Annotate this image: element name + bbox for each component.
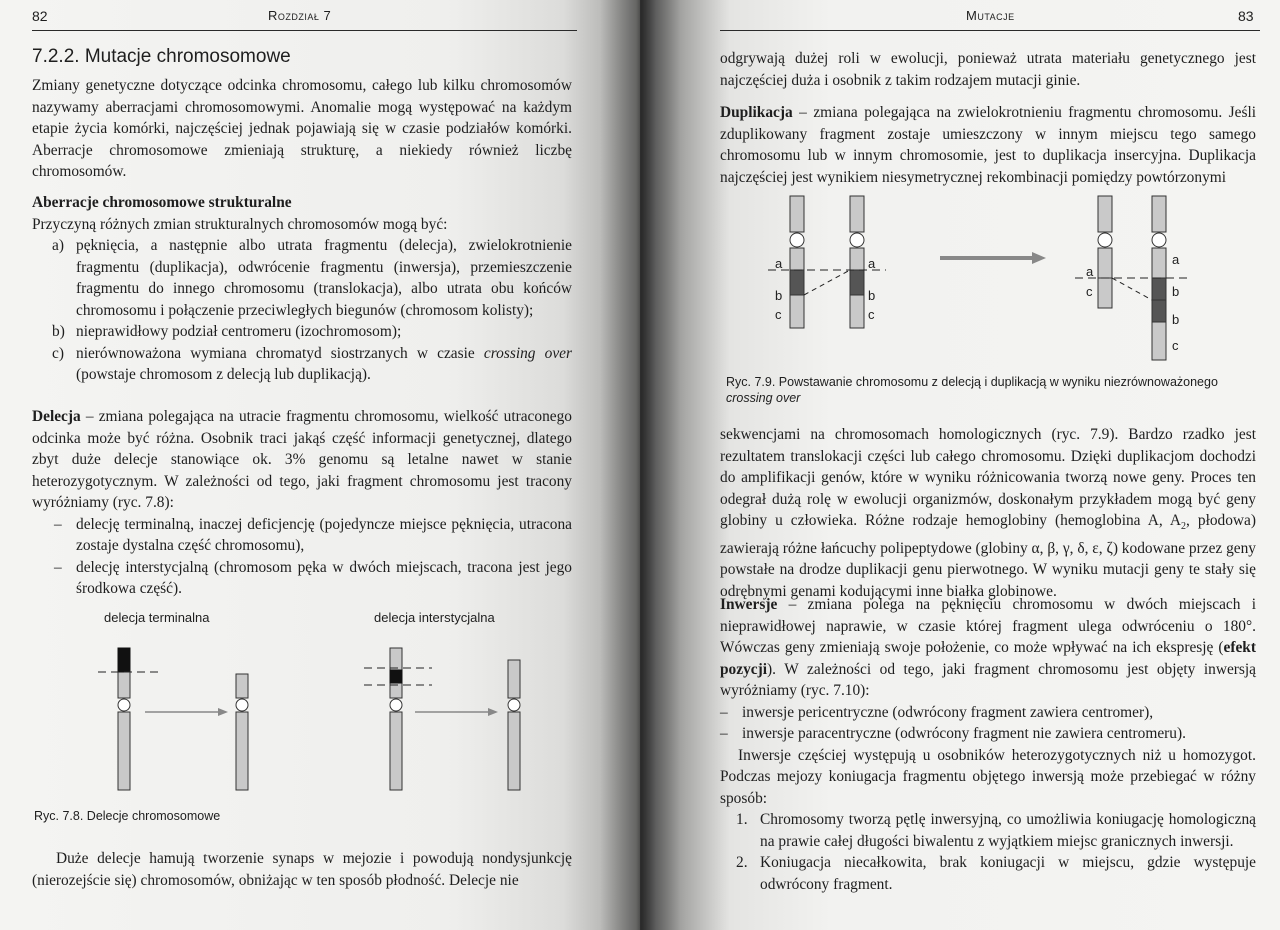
section-title: 7.2.2. Mutacje chromosomowe [32,46,291,67]
arrow-interstitial [415,708,498,716]
header-rule-right [720,30,1260,31]
figure-7-9-caption: Ryc. 7.9. Powstawanie chromosomu z delecją i duplikacją w wyniku niezrównoważonego crossing over [726,375,1218,405]
duplication-term: Duplikacja [720,104,793,121]
page-number-right: 83 [1238,8,1254,24]
cause-item: a) pęknięcia, a następnie albo utrata fragmentu (delecja), zwielokrotnienie fragmentu (duplikacja), odwrócenie fragmentu (inwersja), przemieszczenie fragmentu do innego chromosomu (translokacja), albo utrata obu końców chromosomu i połączenie przeciwległych biegunów (chromosom kolisty); [52,237,572,319]
inversion-block: Inwersje – zmiana polega na pęknięciu chromosomu w dwóch miejscach i nieprawidłowej naprawie, w czasie której fragment ulega odwróceniu o 180°. Wówczas geny zmieniają swoje położenie, co może wpływać na ich ekspresję (efekt pozycji). W zależności od tego, jaki fragment chromosomu jest objęty inwersją wyróżniamy (ryc. 7.10): – inwersje pericentryczne (odwrócony fragment zawiera centromer), – inwersje paracentryczne (odwrócony fragment nie zawiera centromeru). Inwersje częściej występują u osobników heterozygotycznych niż u homozygot. Podczas mejozy koniugacja fragmentu objętego inwersją może przebiegać w różny sposób: 1. Chromosomy tworzą pętlę inwersyjną, co umożliwia koniugację homologiczną na prawie całej długości biwalentu z wyjątkiem miejsc granicznych inwersji. 2. Koniugacja niecałkowita, brak koniugacji w miejscu, gdzie występuje odwrócony fragment. [720,594,1256,895]
fig79-label-a: a [775,256,783,271]
fig79-label-a: a [868,256,876,271]
chromosome-with-deletion [1098,196,1112,308]
chromosome-homolog-1 [790,196,804,328]
header-rule-left [32,30,577,31]
inversion-term: Inwersje [720,596,778,613]
arrow-terminal [145,708,228,716]
structural-block [32,192,572,386]
right-page [640,0,1280,930]
structural-heading: Aberracje chromosomowe strukturalne [32,194,292,211]
label-interstitial-deletion: delecja interstycjalna [374,610,495,625]
label-terminal-deletion: delecja terminalna [104,610,210,625]
fig79-label-a: a [1172,252,1180,267]
structural-lead: Przyczyną różnych zmian strukturalnych chromosomów mogą być: [32,215,448,233]
inversion-meiosis-paragraph: Inwersje częściej występują u osobników heterozygotycznych niż u homozygot. Podczas mejozy koniugacja fragmentu objętego inwersją może przebiegać w różny sposób: [720,746,1256,807]
chromosome-result-terminal [236,674,248,790]
figure-7-9-arrow [940,252,1046,264]
deletion-type-item: – delecję terminalną, inaczej deficjencję (pojedyncze miejsce pęknięcia, utracona zostaje dystalna część chromosomu), [54,515,572,554]
fig79-label-c: c [775,307,782,322]
figure-7-8-diagram [0,630,620,810]
fig79-label-c: c [1086,284,1093,299]
chromosome-result-interstitial [508,660,520,790]
numbered-item: 1. Chromosomy tworzą pętlę inwersyjną, co umożliwia koniugację homologiczną na prawie całej długości biwalentu z wyjątkiem miejsc granicznych inwersji. [736,811,1256,850]
intro-text: Zmiany genetyczne dotyczące odcinka chromosomu, całego lub kilku chromosomów nazywamy aberracjami chromosomowymi. Anomalie mogą występować na każdym etapie życia komórki, najczęściej jednak pojawiają się w czasie podziałów komórki. Aberracje chromosomowe zmieniają strukturę, a niekiedy również liczbę chromosomów. [32,77,572,180]
cause-item: b) nieprawidłowy podział centromeru (izochromosom); [52,323,402,340]
intro-paragraph [32,75,572,183]
chromosome-homolog-2 [850,196,864,328]
fig79-label-c: c [1172,338,1179,353]
chromosome-original-terminal [98,648,158,790]
numbered-item: 2. Koniugacja niecałkowita, brak koniugacji w miejscu, gdzie występuje odwrócony fragment. [736,854,1256,893]
inversion-type-item: – inwersje paracentryczne (odwrócony fragment nie zawiera centromeru). [720,725,1186,742]
fig79-label-b: b [775,288,783,303]
fig79-label-c: c [868,307,875,322]
deletion-term: Delecja [32,408,81,425]
chromosome-original-interstitial [364,648,432,790]
cause-item: c) nierównoważona wymiana chromatyd siostrzanych w czasie crossing over (powstaje chromosom z delecją lub duplikacją). [52,344,572,383]
closing-paragraph: Duże delecje hamują tworzenie synaps w mejozie i powodują nondysjunkcję (nierozejście się) chromosomów, obniżając w ten sposób płodność. Delecje nie [32,850,572,889]
deletion-paragraph: Delecja – zmiana polegająca na utracie fragmentu chromosomu, wielkość utraconego odcinka może być różna. Osobnik traci jakąś część informacji genetycznej, dlatego zbyt duże delecje stanowiące ok. 3% genomu są letalne nawet w stanie heterozygotycznym. W zależności od tego, jaki fragment chromosomu jest tracony wyróżniamy (ryc. 7.8): [32,408,572,511]
top-paragraph: odgrywają dużej roli w ewolucji, ponieważ utrata materiału genetycznego jest najczęściej duża i osobnik z takim rodzajem mutacji ginie. [720,50,1256,89]
inversion-type-item: – inwersje pericentryczne (odwrócony fragment zawiera centromer), [720,703,1154,721]
duplication-paragraph: Duplikacja – zmiana polegająca na zwielokrotnieniu fragmentu chromosomu. Jeśli zduplikowany fragment zostaje umieszczony w innym miejscu tego samego chromosomu lub w innym chromosomie, jest to duplikacja insercyjna. Duplikacja najczęściej jest wynikiem niesymetrycznej rekombinacji pomiędzy powtórzonymi [720,104,1256,186]
page-number-left: 82 [32,8,48,24]
fig79-label-b: b [1172,312,1180,327]
fig79-label-b: b [1172,284,1180,299]
duplication-continuation: sekwencjami na chromosomach homologicznych (ryc. 7.9). Bardzo rzadko jest rezultatem translokacji części lub całego chromosomu. Dzięki duplikacjom dochodzi do amplifikacji genów, które w wyniku różnicowania tworzą nowe geny. Proces ten odegrał dużą rolę w ewolucji organizmów, doskonałym przykładem mogą być geny globiny u człowieka. Różne rodzaje hemoglobiny (hemoglobina A, $A_2$, płodowa) zawierają różne łańcuchy polipeptydowe (globiny α, β, γ, δ, ε, ζ) kodowane przez geny powstałe na drodze duplikacji genu pierwotnego. W wyniku mutacji geny te stały się odrębnymi genami kodującymi inne białka globinowe. [720,426,1257,600]
deletion-block [32,406,572,600]
figure-7-8-caption: Ryc. 7.8. Delecje chromosomowe [34,809,221,823]
figure-7-9-diagram [750,188,1250,368]
running-head-right: Mutacje [966,8,1015,23]
running-head-left: Rozdział 7 [268,8,332,23]
fig79-label-b: b [868,288,876,303]
deletion-type-item: – delecję interstycjalną (chromosom pęka w dwóch miejscach, tracona jest jego środkowa część). [54,558,572,597]
fig79-label-a: a [1086,264,1094,279]
